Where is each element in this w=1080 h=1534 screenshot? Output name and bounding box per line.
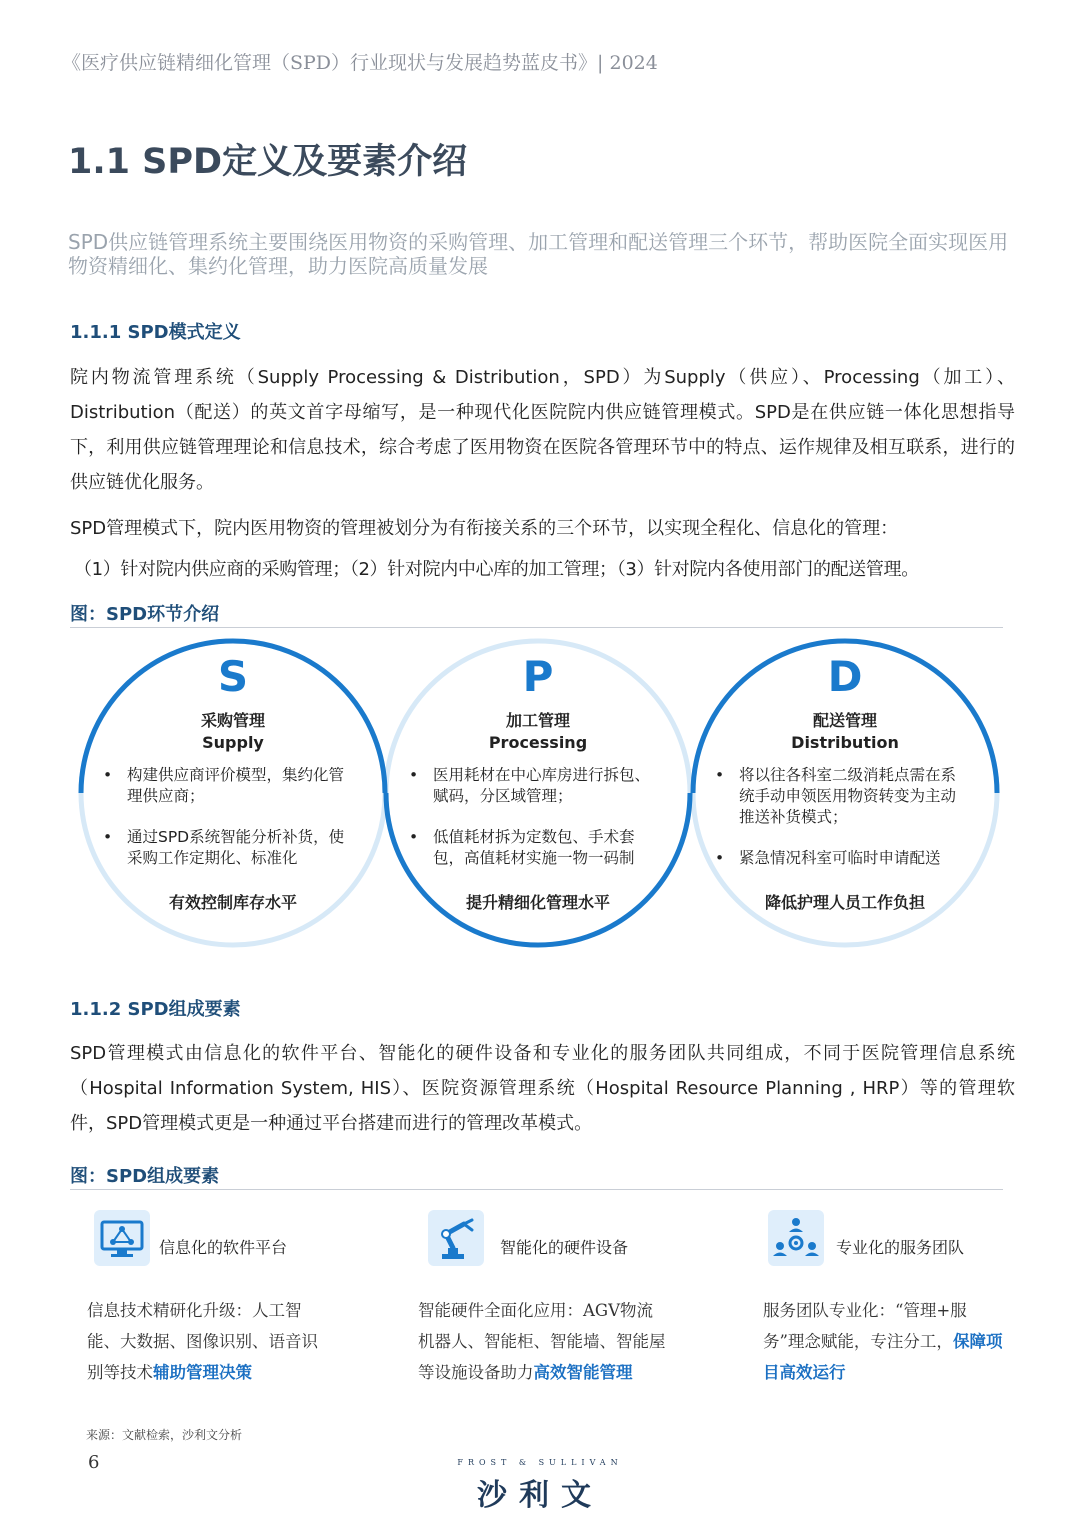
stage-supply-summary: 有效控制库存水平 — [168, 893, 297, 912]
page-number: 6 — [88, 1452, 100, 1473]
elements-paragraph: SPD管理模式由信息化的软件平台、智能化的硬件设备和专业化的服务团队共同组成，不同于医院管理信息系统（Hospital Information System, HIS）、医院资源管理系统（Hospital Resource Planning , HRP）等的管理软件，SPD管理模式更是一种通过平台搭建而进行的管理改革模式。 — [70, 1043, 1015, 1134]
stage-letter: D — [827, 652, 863, 701]
stage-processing-header — [388, 654, 688, 752]
element-title-hardware: 智能化的硬件设备 — [500, 1238, 629, 1257]
stage-letter: P — [522, 652, 554, 701]
bullet-dot: • — [409, 828, 419, 846]
element-desc-software — [87, 1295, 327, 1388]
stage-distribution-header — [695, 654, 995, 752]
bullet-item — [103, 827, 358, 869]
stage-name-en: Processing — [488, 733, 588, 752]
element-title-team: 专业化的服务团队 — [836, 1238, 965, 1257]
stage-processing-summary: 提升精细化管理水平 — [465, 893, 610, 912]
section-title-definition: 1.1.1 SPD模式定义 — [70, 322, 241, 343]
stage-letter: S — [217, 652, 249, 701]
bullet-text: 低值耗材拆为定数包、手术套包，高值耗材实施一物一码制 — [433, 828, 635, 867]
stage-distribution-summary: 降低护理人员工作负担 — [764, 893, 925, 912]
figure-title-stages: 图：SPD环节介绍 — [70, 600, 1003, 628]
bullet-dot: • — [715, 849, 725, 867]
element-highlight: 保障项目高效运行 — [763, 1332, 1003, 1382]
page-title: 1.1 SPD定义及要素介绍 — [68, 142, 468, 182]
stage-name-en: Supply — [202, 733, 264, 752]
element-desc-hardware — [418, 1295, 668, 1388]
stage-name-en: Distribution — [791, 733, 899, 752]
bullet-item — [409, 765, 664, 807]
bullet-item — [103, 765, 358, 807]
element-desc-text: 智能硬件全面化应用：AGV物流机器人、智能柜、智能墙、智能屋等设施设备助力 — [418, 1301, 666, 1382]
stage-supply-header — [83, 654, 383, 752]
definition-paragraph: 院内物流管理系统（Supply Processing & Distribution，SPD）为Supply（供应）、Processing（加工）、Distribution（配送）的英文首字母缩写，是一种现代化医院院内供应链管理模式。SPD是在供应链一体化思想指导下，利用供应链管理理论和信息技术，综合考虑了医用物资在医院各管理环节中的特点、运作规律及相互联系，进行的供应链优化服务。 — [70, 367, 1015, 493]
bullet-text: 医用耗材在中心库房进行拆包、赋码，分区域管理； — [433, 766, 651, 805]
stage-distribution-bullets — [715, 765, 970, 889]
element-highlight: 高效智能管理 — [533, 1363, 633, 1382]
bullet-dot: • — [409, 766, 419, 784]
element-desc-text: 信息技术精研化升级：人工智能、大数据、图像识别、语音识别等技术 — [87, 1301, 318, 1382]
bullet-item — [715, 848, 970, 869]
management-intro-line: SPD管理模式下，院内医用物资的管理被划分为有衔接关系的三个环节，以实现全程化、信息化的管理： — [70, 518, 899, 539]
lead-paragraph: SPD供应链管理系统主要围绕医用物资的采购管理、加工管理和配送管理三个环节，帮助医院全面实现医用物资精细化、集约化管理，助力医院高质量发展 — [68, 230, 1009, 278]
bullet-item — [715, 765, 970, 828]
bullet-text: 构建供应商评价模型，集约化管理供应商； — [127, 766, 345, 805]
brand-logo-cn: 沙利文 — [477, 1478, 603, 1513]
robot-arm-icon — [428, 1210, 484, 1266]
bullet-dot: • — [103, 766, 113, 784]
bullet-text: 紧急情况科室可临时申请配送 — [739, 849, 941, 867]
brand-logo-en: FROST & SULLIVAN — [457, 1458, 623, 1467]
bullet-item — [409, 827, 664, 869]
stage-processing-bullets — [409, 765, 664, 889]
bullet-dot: • — [715, 766, 725, 784]
bullet-text: 通过SPD系统智能分析补货，使采购工作定期化、标准化 — [127, 828, 345, 867]
source-note: 来源：文献检索，沙利文分析 — [86, 1428, 243, 1442]
figure-title-elements: 图：SPD组成要素 — [70, 1162, 1003, 1190]
monitor-network-icon — [94, 1210, 150, 1266]
team-gear-icon — [768, 1210, 824, 1266]
element-highlight: 辅助管理决策 — [153, 1363, 252, 1382]
element-title-software: 信息化的软件平台 — [159, 1238, 288, 1257]
element-desc-team — [763, 1295, 1008, 1388]
stage-supply-bullets — [103, 765, 358, 889]
bullet-dot: • — [103, 828, 113, 846]
stage-name-cn: 配送管理 — [812, 711, 877, 730]
stage-name-cn: 采购管理 — [200, 711, 265, 730]
element-desc-text: 服务团队专业化：“管理+服务”理念赋能，专注分工， — [763, 1301, 967, 1351]
section-title-elements: 1.1.2 SPD组成要素 — [70, 999, 241, 1020]
stage-name-cn: 加工管理 — [505, 711, 570, 730]
bullet-text: 将以往各科室二级消耗点需在系统手动申领医用物资转变为主动推送补货模式； — [739, 766, 957, 826]
three-stages-line: （1）针对院内供应商的采购管理；（2）针对院内中心库的加工管理；（3）针对院内各使用部门的配送管理。 — [74, 559, 919, 580]
document-header: 《医疗供应链精细化管理（SPD）行业现状与发展趋势蓝皮书》| 2024 — [62, 52, 658, 74]
